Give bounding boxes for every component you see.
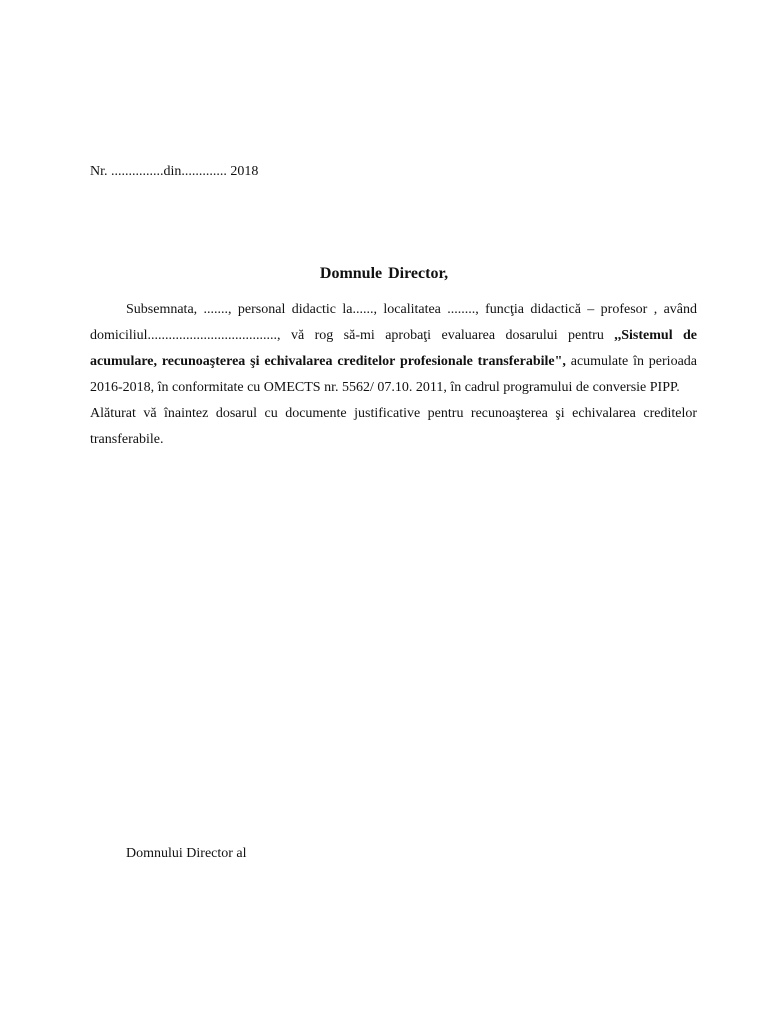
registration-number-line: Nr. ...............din............. 2018 (90, 164, 259, 179)
attachment-paragraph: Alăturat vă înaintez dosarul cu documente justificative pentru recunoaşterea şi echivalarea creditelor transferabile. (90, 406, 697, 447)
salutation-heading: Domnule Director, (319, 265, 449, 282)
request-paragraph (90, 297, 697, 401)
closing-address: Domnului Director al (126, 846, 247, 861)
program-title: ,,Sistemul de acumulare, recunoaşterea şi echivalarea creditelor profesionale transferabile", (90, 328, 698, 369)
letter-body (90, 297, 697, 453)
request-text-intro: Subsemnata, ......., personal didactic la......, localitatea ........, funcţia didactică – profesor , având domiciliul....................................., vă rog să-mi aprobaţi evaluarea dosarului pentru (90, 302, 697, 343)
request-text-details: acumulate în perioada 2016-2018, în conformitate cu OMECTS nr. 5562/ 07.10. 2011, în cadrul programului de conversie PIPP. (90, 354, 698, 395)
